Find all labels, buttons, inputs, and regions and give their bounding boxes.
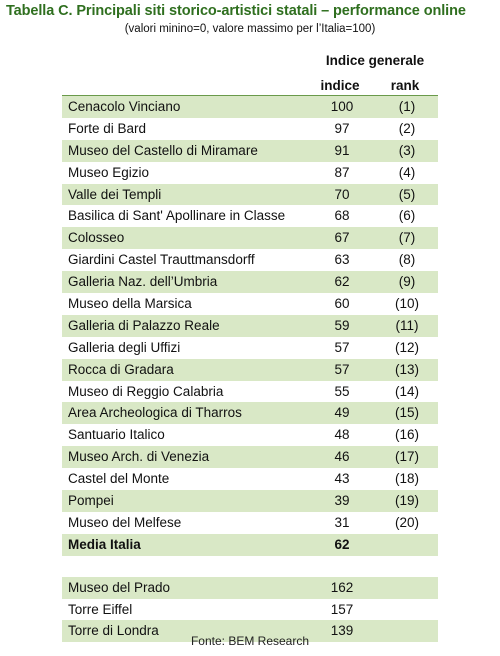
table-row xyxy=(62,184,438,206)
site-name: Museo di Reggio Calabria xyxy=(68,383,224,399)
site-rank: (4) xyxy=(398,164,416,180)
site-rank: (12) xyxy=(394,339,419,355)
table-row xyxy=(62,599,438,621)
site-indice: 55 xyxy=(334,383,350,399)
table-row xyxy=(62,293,438,315)
site-name: Galleria di Palazzo Reale xyxy=(68,317,220,333)
ranking-table xyxy=(62,96,438,642)
table-row xyxy=(62,205,438,227)
site-rank: (8) xyxy=(398,252,416,268)
site-rank: (6) xyxy=(398,208,416,224)
site-rank: (15) xyxy=(394,405,419,421)
site-name: Giardini Castel Trauttmansdorff xyxy=(68,252,255,268)
site-indice: 49 xyxy=(334,405,350,421)
site-indice: 70 xyxy=(334,186,350,202)
site-name: Santuario Italico xyxy=(68,427,165,443)
site-rank: (16) xyxy=(394,427,419,443)
site-name: Valle dei Templi xyxy=(68,186,162,202)
site-rank: (2) xyxy=(398,120,416,136)
site-name: Museo del Castello di Miramare xyxy=(68,142,258,158)
site-name: Galleria Naz. dell’Umbria xyxy=(68,274,218,290)
site-rank: (5) xyxy=(398,186,416,202)
table-gap xyxy=(62,556,438,577)
site-rank: (1) xyxy=(398,99,416,114)
table-row xyxy=(62,96,438,118)
site-indice: 39 xyxy=(334,493,350,509)
site-rank: (10) xyxy=(394,296,419,312)
site-name: Basilica di Sant' Apollinare in Classe xyxy=(68,208,286,224)
site-indice: 59 xyxy=(334,317,350,333)
header-group-label: Indice generale xyxy=(325,53,425,68)
site-rank: (9) xyxy=(398,274,416,290)
site-name: Cenacolo Vinciano xyxy=(68,99,181,114)
table-row xyxy=(62,468,438,490)
site-indice: 100 xyxy=(330,99,354,114)
site-rank: (20) xyxy=(394,514,419,530)
site-name: Colosseo xyxy=(68,230,125,246)
table-subtitle: (valori minino=0, valore massimo per l’Italia=100) xyxy=(124,23,376,35)
table-row xyxy=(62,249,438,271)
site-name: Museo del Prado xyxy=(68,579,171,595)
site-rank: (19) xyxy=(394,493,419,509)
site-indice: 91 xyxy=(334,142,350,158)
site-indice: 157 xyxy=(330,601,354,617)
site-name: Torre Eiffel xyxy=(68,601,133,617)
table-row xyxy=(62,359,438,381)
site-name: Forte di Bard xyxy=(68,120,147,136)
table-row xyxy=(62,227,438,249)
site-indice: 31 xyxy=(334,514,350,530)
ranking-rows xyxy=(62,96,438,534)
site-indice: 87 xyxy=(334,164,350,180)
table-row xyxy=(62,424,438,446)
international-rows xyxy=(62,577,438,643)
site-indice: 43 xyxy=(334,471,350,487)
site-name: Museo Arch. di Venezia xyxy=(68,449,210,465)
table-row xyxy=(62,381,438,403)
site-name: Museo Egizio xyxy=(68,164,150,180)
header-indice: indice xyxy=(320,78,360,93)
site-name: Museo del Melfese xyxy=(68,514,182,530)
average-row xyxy=(62,534,438,556)
site-indice: 162 xyxy=(330,579,354,595)
table-row xyxy=(62,118,438,140)
site-rank: (18) xyxy=(394,471,419,487)
average-name: Media Italia xyxy=(68,536,141,552)
source-note: Fonte: BEM Research xyxy=(190,634,310,648)
table-row xyxy=(62,402,438,424)
site-name: Galleria degli Uffizi xyxy=(68,339,181,355)
site-name: Pompei xyxy=(68,493,114,509)
table-row xyxy=(62,162,438,184)
table-row xyxy=(62,337,438,359)
average-indice: 62 xyxy=(334,536,350,552)
header-rank: rank xyxy=(390,78,420,93)
site-indice: 97 xyxy=(334,120,350,136)
site-indice: 46 xyxy=(334,449,350,465)
site-indice: 57 xyxy=(334,361,350,377)
site-indice: 63 xyxy=(334,252,350,268)
site-indice: 67 xyxy=(334,230,350,246)
table-row xyxy=(62,271,438,293)
site-rank: (13) xyxy=(394,361,419,377)
site-indice: 48 xyxy=(334,427,350,443)
table-row xyxy=(62,490,438,512)
site-rank: (3) xyxy=(398,142,416,158)
table-row xyxy=(62,315,438,337)
site-rank: (11) xyxy=(395,317,419,333)
table-row xyxy=(62,140,438,162)
table-row xyxy=(62,577,438,599)
site-name: Castel del Monte xyxy=(68,471,170,487)
site-rank: (14) xyxy=(394,383,419,399)
table-row xyxy=(62,512,438,534)
site-indice: 60 xyxy=(334,296,350,312)
site-indice: 139 xyxy=(330,623,354,639)
site-indice: 68 xyxy=(334,208,350,224)
site-name: Rocca di Gradara xyxy=(68,361,174,377)
site-rank: (17) xyxy=(394,449,419,465)
site-rank: (7) xyxy=(398,230,416,246)
site-indice: 62 xyxy=(334,274,350,290)
site-indice: 57 xyxy=(334,339,350,355)
table-title: Tabella C. Principali siti storico-artistici statali – performance online xyxy=(6,3,466,19)
site-name: Area Archeologica di Tharros xyxy=(68,405,242,421)
site-name: Museo della Marsica xyxy=(68,296,192,312)
table-row xyxy=(62,446,438,468)
site-name: Torre di Londra xyxy=(68,623,159,639)
